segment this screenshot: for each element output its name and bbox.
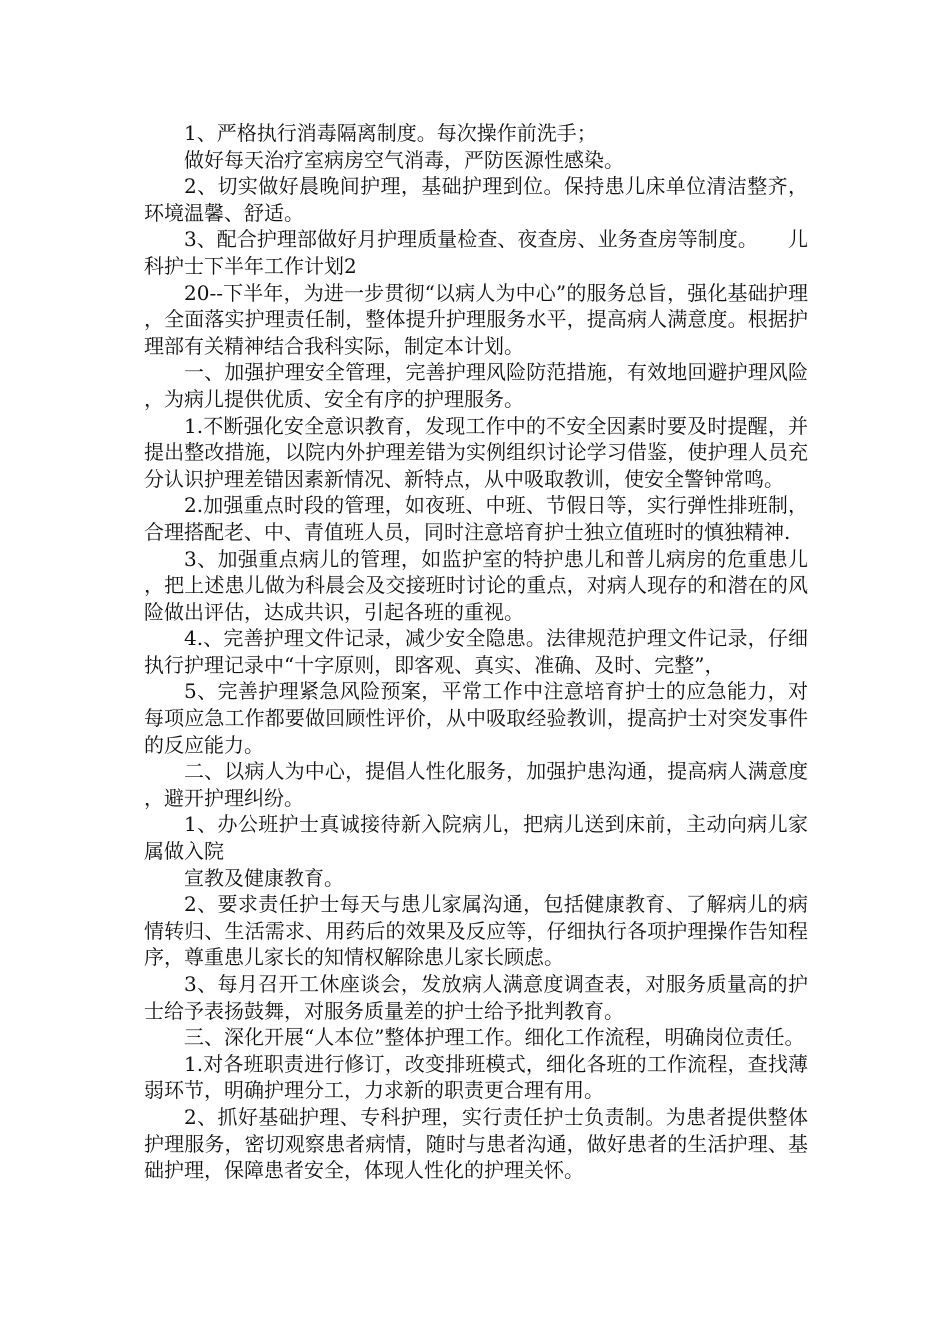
- paragraph-morning-evening-care: 2、切实做好晨晚间护理，基础护理到位。保持患儿床单位清洁整齐，环境温馨、舒适。: [144, 174, 808, 225]
- paragraph-basic-care: 2、抓好基础护理、专科护理，实行责任护士负责制。为患者提供整体护理服务，密切观察患者病情，随时与患者沟通，做好患者的生活护理、基础护理，保障患者安全，体现人性化的护理关怀。: [144, 1104, 808, 1183]
- paragraph-section-two: 二、以病人为中心，提倡人性化服务，加强护患沟通，提高病人满意度，避开护理纠纷。: [144, 759, 808, 810]
- paragraph-health-education: 宣教及健康教育。: [184, 865, 344, 890]
- paragraph-intro: 20--下半年，为进一步贯彻“以病人为中心”的服务总旨，强化基础护理，全面落实护理责任制，整体提升护理服务水平，提高病人满意度。根据护理部有关精神结合我科实际，制定本计划。: [144, 280, 808, 358]
- paragraph-safety-education: 1.不断强化安全意识教育，发现工作中的不安全因素时要及时提醒，并提出整改措施，以院内外护理差错为实例组织讨论学习借鉴，使护理人员充分认识护理差错因素新情况、新特点，从中吸取教训，使安全警钟常鸣。: [144, 413, 808, 491]
- paragraph-duty-revision: 1.对各班职责进行修订，改变排班模式，细化各班的工作流程，查找薄弱环节，明确护理分工，力求新的职责更合理有用。: [144, 1051, 808, 1103]
- paragraph-disinfection-rule: 1、严格执行消毒隔离制度。每次操作前洗手；: [184, 121, 597, 145]
- paragraph-key-patients: 3、加强重点病儿的管理，如监护室的特护患儿和普儿病房的危重患儿，把上述患儿做为科晨会及交接班时讨论的重点，对病人现存的和潜在的风险做出评估，达成共识，引起各班的重视。: [144, 546, 808, 624]
- paragraph-emergency-plan: 5、完善护理紧急风险预案，平常工作中注意培育护士的应急能力，对每项应急工作都要做回顾性评价，从中吸取经验教训，提高护士对突发事件的反应能力。: [144, 679, 808, 757]
- paragraph-key-periods: 2.加强重点时段的管理，如夜班、中班、节假日等，实行弹性排班制，合理搭配老、中、青值班人员，同时注意培育护士独立值班时的慎独精神.: [144, 493, 808, 544]
- paragraph-air-disinfection: 做好每天治疗室病房空气消毒，严防医源性感染。: [184, 147, 624, 172]
- paragraph-quality-check: 3、配合护理部做好月护理质量检查、夜查房、业务查房等制度。 儿科护士下半年工作计划2: [144, 227, 808, 278]
- paragraph-nursing-records: 4.、完善护理文件记录，减少安全隐患。法律规范护理文件记录，仔细执行护理记录中“十字原则，即客观、真实、准确、及时、完整”，: [144, 626, 808, 677]
- paragraph-section-one: 一、加强护理安全管理，完善护理风险防范措施，有效地回避护理风险，为病儿提供优质、安全有序的护理服务。: [144, 360, 808, 411]
- paragraph-family-communication: 2、要求责任护士每天与患儿家属沟通，包括健康教育、了解病儿的病情转归、生活需求、用药后的效果及反应等，仔细执行各项护理操作告知程序，尊重患儿家长的知情权解除患儿家长顾虑。: [144, 892, 808, 970]
- paragraph-admission-reception: 1、办公班护士真诚接待新入院病儿，把病儿送到床前，主动向病儿家属做入院: [144, 812, 808, 864]
- paragraph-section-three: 三、深化开展“人本位”整体护理工作。细化工作流程，明确岗位责任。: [184, 1025, 805, 1050]
- paragraph-monthly-meeting: 3、每月召开工休座谈会，发放病人满意度调查表，对服务质量高的护士给予表扬鼓舞，对服务质量差的护士给予批判教育。: [144, 972, 808, 1023]
- document-body: [144, 120, 808, 1184]
